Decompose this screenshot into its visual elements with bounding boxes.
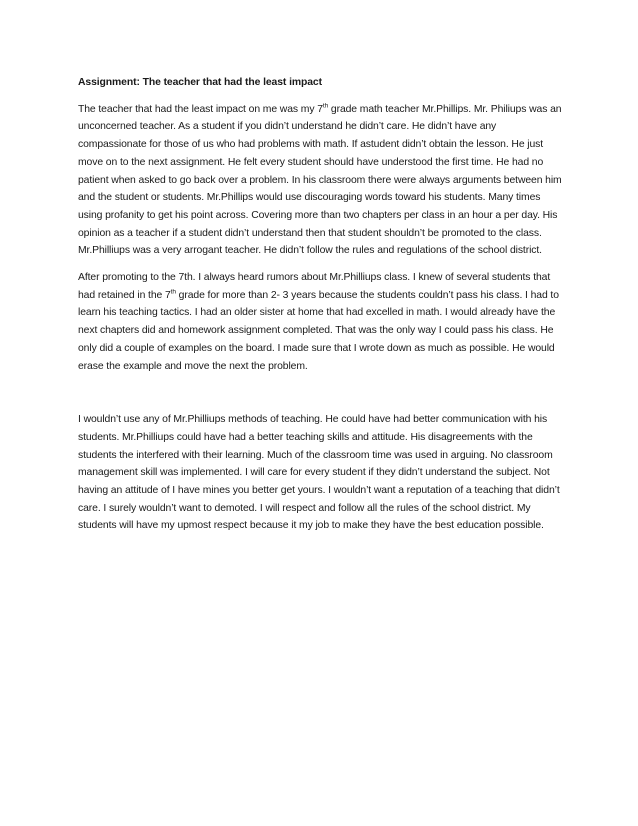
- paragraph-1-text-start: The teacher that had the least impact on me was my 7: [78, 103, 323, 115]
- paragraph-2: [78, 269, 564, 375]
- paragraph-2-text-start: After promoting to the 7th. I always heard rumors about Mr.Philliups class. I knew of several students that had retained in the 7: [78, 272, 551, 301]
- paragraph-1-text-end: grade math teacher Mr.Phillips. Mr. Philiups was an unconcerned teacher. As a student if you didn’t understand he didn’t care. He didn’t have any compassionate for those of us who had problems with math. If astudent didn’t obtain the lesson. He just move on to the next assignment. He felt every student should have understood the first time. He had no patient when asked to go back over a problem. In his classroom there were always arguments between him and the student or students. Mr.Phillips would use discouraging words toward his students. Many times using profanity to get his point across. Covering more than two chapters per class in an hour a per day. His opinion as a teacher if a student didn’t understand then that student shouldn’t be promoted to the class. Mr.Philliups was a very arrogant teacher. He didn’t follow the rules and regulations of the school district.: [78, 103, 562, 257]
- paragraph-2-superscript: th: [170, 288, 176, 296]
- paragraph-2-text-end: grade for more than 2- 3 years because the students couldn’t pass his class. I had to learn his teaching tactics. I had an older sister at home that had excelled in math. I would already have the next chapters did and homework assignment completed. That was the only way I could pass his class. He only did a couple of examples on the board. I made sure that I wrote down as much as possible. He would erase the example and move the next the problem.: [78, 289, 559, 372]
- document-body: [78, 74, 564, 544]
- assignment-title: Assignment: The teacher that had the least impact: [78, 77, 322, 88]
- paragraph-1-superscript: th: [322, 102, 329, 110]
- paragraph-3: I wouldn’t use any of Mr.Philliups methods of teaching. He could have had better communication with his students. Mr.Philliups could have had a better teaching skills and attitude. His disagreements with the students the interfered with their learning. Much of the classroom time was used in arguing. No classroom management skill was implemented. I will care for every student if they didn’t understand the subject. Not having an attitude of I have mines you better get yours. I wouldn’t want a reputation of a teaching that didn’t care. I surely wouldn’t want to demoted. I will respect and follow all the rules of the school district. My students will have my upmost respect because it my job to make they have the best education possible.: [78, 414, 560, 532]
- paragraph-1: [78, 101, 564, 260]
